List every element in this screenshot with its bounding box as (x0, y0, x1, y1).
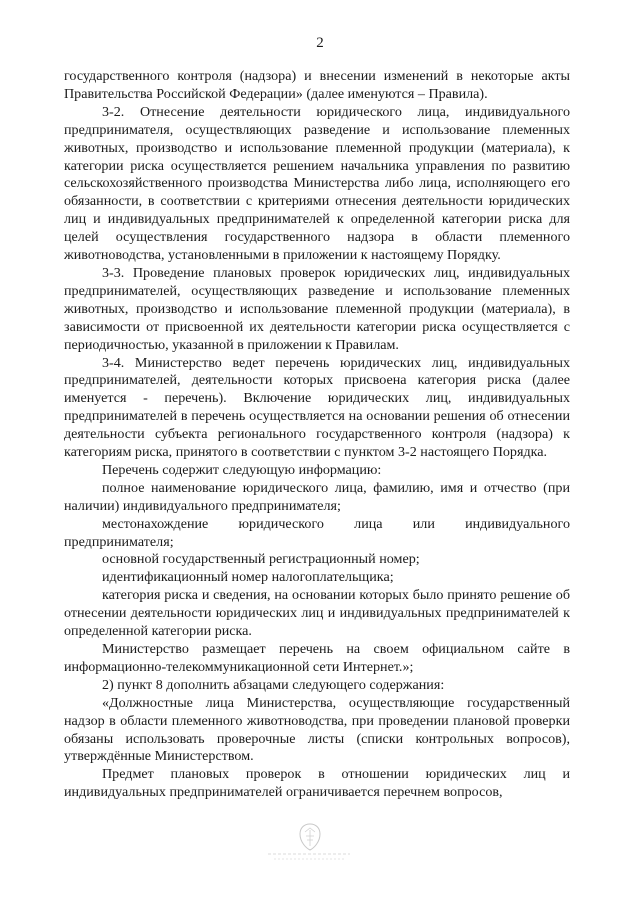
paragraph: основной государственный регистрационный номер; (102, 551, 420, 568)
paragraph: местонахождение юридического лица или индивидуального предпринимателя; (64, 515, 570, 550)
document-body (64, 68, 570, 802)
paragraph: «Должностные лица Министерства, осуществляющие государственный надзор в области племенного животноводства, при проведении плановой проверки обязаны использовать проверочные листы (списки контрольных вопросов), утверждённые Министерством. (64, 694, 570, 765)
paragraph: полное наименование юридического лица, фамилию, имя и отчество (при наличии) индивидуального предпринимателя; (64, 479, 570, 514)
paragraph: государственного контроля (надзора) и внесении изменений в некоторые акты Правительства Российской Федерации» (далее именуются – Правила). (64, 68, 570, 102)
paragraph: категория риска и сведения, на основании которых было принято решение об отнесении деятельности юридических лиц и индивидуальных предпринимателей к определенной категории риска. (64, 587, 570, 640)
page-number: 2 (316, 35, 324, 51)
paragraph: 3-2. Отнесение деятельности юридического лица, индивидуального предпринимателя, осуществляющих разведение и использование племенных животных, производство и использование племенной продукции (материала), к категории риска осуществляется решением начальника управления по развитию сельскохозяйственного производства Министерства либо лица, исполняющего его обязанности, в соответствии с критериями отнесения деятельности юридических лиц и индивидуальных предпринимателей к определенной категории риска для целей осуществления государственного надзора в области племенного животноводства, установленными в приложении к настоящему Порядку. (64, 103, 570, 264)
paragraph: 2) пункт 8 дополнить абзацами следующего содержания: (102, 676, 445, 693)
paragraph: 3-3. Проведение плановых проверок юридических лиц, индивидуальных предпринимателей, осуществляющих разведение и использование племенных животных, производство и использование племенной продукции (материала), в зависимости от присвоенной их деятельности категории риска осуществляется с периодичностью, указанной в приложении к Правилам. (64, 264, 570, 353)
emblem-stamp-icon (296, 822, 324, 852)
paragraph: Перечень содержит следующую информацию: (102, 461, 382, 478)
paragraph: 3-4. Министерство ведет перечень юридических лиц, индивидуальных предпринимателей, деятельности которых присвоена категория риска (далее именуется - перечень). Включение юридических лиц, индивидуальных предпринимателей в перечень осуществляется на основании решения об отнесении деятельности субъекта регионального государственного контроля (надзора) к категориям риска, принятого в соответствии с пунктом 3-2 настоящего Порядка. (64, 354, 570, 461)
paragraph: Предмет плановых проверок в отношении юридических лиц и индивидуальных предпринимателей ограничивается перечнем вопросов, (64, 766, 570, 801)
paragraph: идентификационный номер налогоплательщика; (102, 569, 394, 586)
stamp-caption-icon (264, 850, 354, 862)
paragraph: Министерство размещает перечень на своем официальном сайте в информационно-телекоммуникационной сети Интернет.»; (64, 641, 570, 675)
